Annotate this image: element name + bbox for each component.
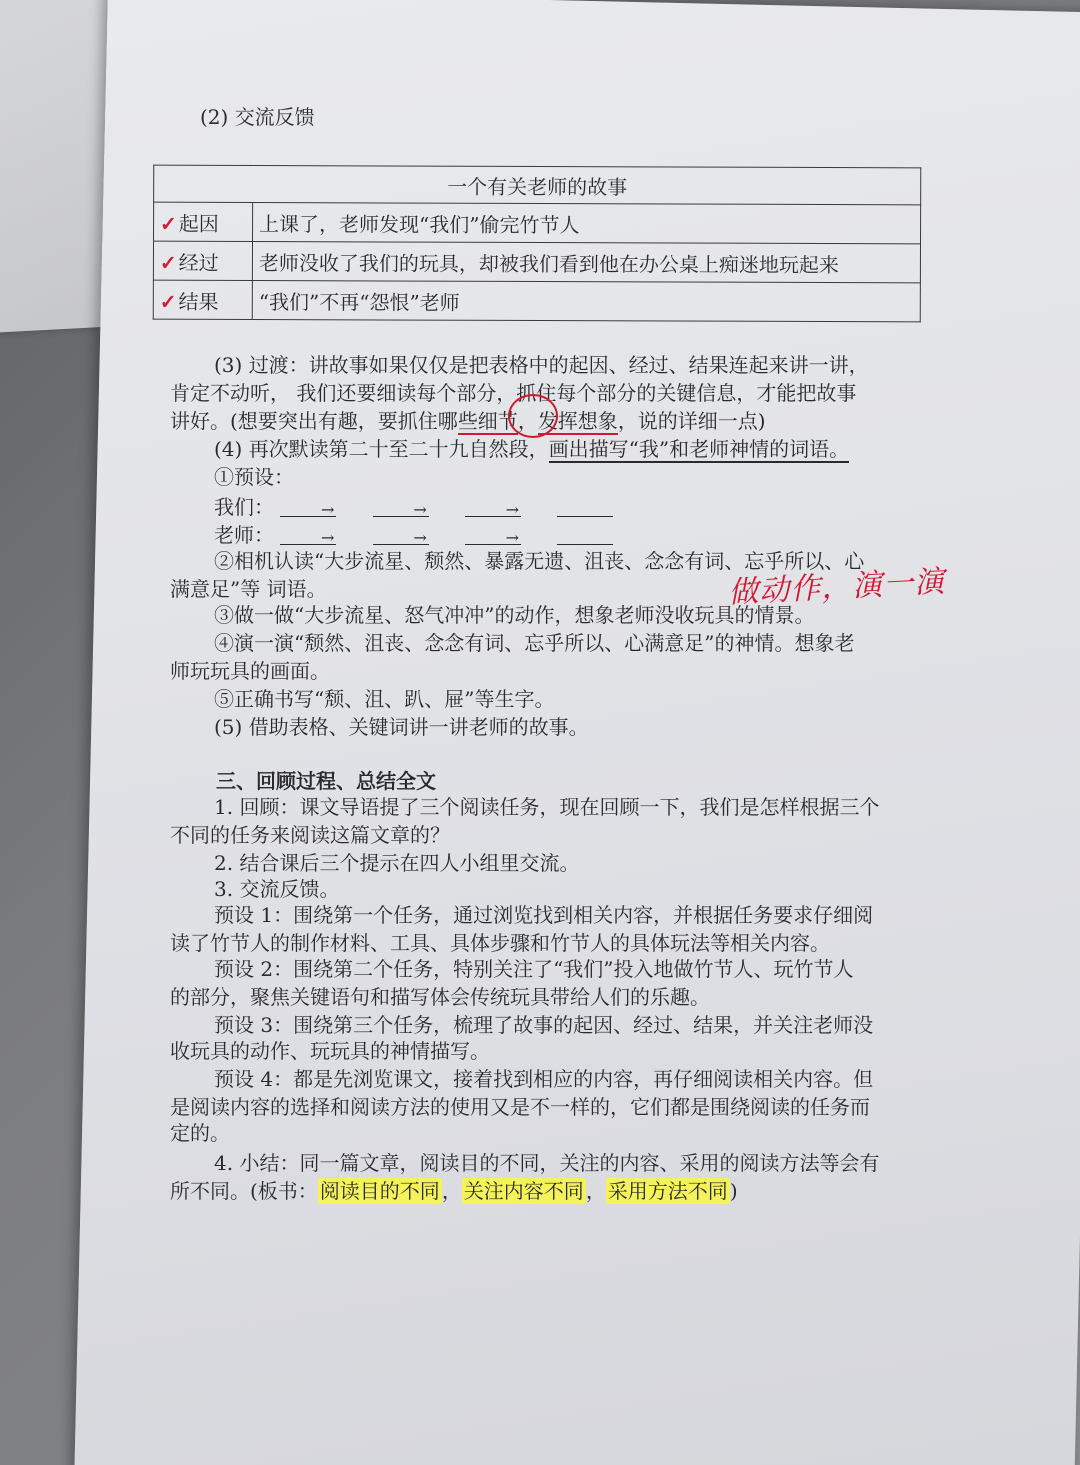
imagination-underlined: 发挥想象 xyxy=(537,409,618,433)
reread-text: (4) 再次默读第二十至二十九自然段， xyxy=(214,437,549,461)
row-label-text: 起因 xyxy=(178,211,219,236)
table-title-row xyxy=(154,165,921,205)
blank-line xyxy=(373,500,429,517)
table-row-text: “我们”不再“怨恨”老师 xyxy=(252,281,920,322)
blank-line xyxy=(373,528,429,545)
step-2-line-2: 满意足”等 词语。 xyxy=(170,577,327,601)
summary-p4-line-2 xyxy=(170,1178,738,1204)
transition-comma: ， xyxy=(517,409,538,433)
step-4-line-2: 师玩玩具的画面。 xyxy=(170,659,330,683)
preset-title: ①预设： xyxy=(214,465,294,489)
board-text: 所不同。(板书： xyxy=(170,1179,318,1203)
check-mark-icon: ✓ xyxy=(159,250,177,275)
step-5: ⑤正确书写“颓、沮、趴、屉”等生字。 xyxy=(214,687,555,711)
preset-2-line-2: 的部分，聚焦关键语句和描写体会传统玩具带给人们的乐趣。 xyxy=(170,985,710,1009)
highlight-purpose: 阅读目的不同 xyxy=(319,1179,440,1203)
step-4-line-1: ④演一演“颓然、沮丧、念念有词、忘乎所以、心满意足”的神情。想象老 xyxy=(214,631,855,655)
arrow-icon: → xyxy=(320,528,335,547)
teacher-arrow-row xyxy=(214,522,643,548)
summary-p2: 2. 结合课后三个提示在四人小组里交流。 xyxy=(214,851,580,875)
blank-line xyxy=(280,500,336,517)
table-title: 一个有关老师的故事 xyxy=(154,165,921,205)
summary-p4-line-1: 4. 小结：同一篇文章，阅读目的不同，关注的内容、采用的阅读方法等会有 xyxy=(214,1151,880,1175)
blank-line xyxy=(465,500,521,517)
table-row-label xyxy=(154,202,253,241)
row-label-text: 结果 xyxy=(178,289,219,314)
check-mark-icon: ✓ xyxy=(159,289,177,314)
we-arrow-row xyxy=(214,494,643,520)
summary-p1-line-1: 1. 回顾：课文导语提了三个阅读任务，现在回顾一下，我们是怎样根据三个 xyxy=(214,795,880,819)
table-row xyxy=(154,202,921,244)
story-table xyxy=(153,165,922,323)
we-label: 我们： xyxy=(214,495,274,519)
comma: ， xyxy=(585,1179,606,1203)
arrow-icon: → xyxy=(505,528,520,547)
details-underlined: 些细节 xyxy=(457,409,518,433)
arrow-icon: → xyxy=(413,528,427,547)
section-heading-exchange: (2) 交流反馈 xyxy=(200,105,315,129)
teacher-label: 老师： xyxy=(214,523,274,547)
summary-p1-line-2: 不同的任务来阅读这篇文章的？ xyxy=(170,823,450,847)
transition-line-1: (3) 过渡：讲故事如果仅仅是把表格中的起因、经过、结果连起来讲一讲， xyxy=(214,353,869,377)
preset-4-line-2: 是阅读内容的选择和阅读方法的使用又是不一样的，它们都是围绕阅读的任务而 xyxy=(170,1095,870,1119)
table-row xyxy=(153,280,920,322)
arrow-icon: → xyxy=(320,500,335,519)
table-row-text: 老师没收了我们的玩具，却被我们看到他在办公桌上痴迷地玩起来 xyxy=(252,242,920,283)
reread-underlined: 画出描写“我”和老师神情的词语。 xyxy=(548,437,850,461)
preset-3-line-1: 预设 3：围绕第三个任务，梳理了故事的起因、经过、结果，并关注老师没 xyxy=(214,1013,874,1037)
arrow-icon: → xyxy=(505,500,520,519)
preset-1-line-2: 读了竹节人的制作材料、工具、具体步骤和竹节人的具体玩法等相关内容。 xyxy=(170,931,830,955)
transition-line-3 xyxy=(170,408,766,434)
check-mark-icon: ✓ xyxy=(160,211,177,236)
blank-line xyxy=(557,500,613,517)
transition-line-2: 肯定不动听， 我们还要细读每个部分，抓住每个部分的关键信息，才能把故事 xyxy=(170,381,857,405)
table-row-label xyxy=(153,241,252,280)
highlight-content: 关注内容不同 xyxy=(463,1179,584,1203)
closing-paren: ) xyxy=(729,1179,738,1203)
summary-title: 三、回顾过程、总结全文 xyxy=(216,769,436,793)
preset-3-line-2: 收玩具的动作、玩玩具的神情描写。 xyxy=(170,1039,490,1063)
preset-1-line-1: 预设 1：围绕第一个任务，通过浏览找到相关内容，并根据任务要求仔细阅 xyxy=(214,903,874,927)
step-2-line-1: ②相机认读“大步流星、颓然、暴露无遗、沮丧、念念有词、忘乎所以、心 xyxy=(214,549,865,573)
preset-2-line-1: 预设 2：围绕第二个任务，特别关注了“我们”投入地做竹节人、玩竹节人 xyxy=(214,957,854,981)
preset-4-line-1: 预设 4：都是先浏览课文，接着找到相应的内容，再仔细阅读相关内容。但 xyxy=(214,1067,874,1091)
highlight-method: 采用方法不同 xyxy=(607,1179,728,1203)
step-6: (5) 借助表格、关键词讲一讲老师的故事。 xyxy=(214,715,589,739)
arrow-icon: → xyxy=(413,500,427,519)
step-3: ③做一做“大步流星、怒气冲冲”的动作，想象老师没收玩具的情景。 xyxy=(214,603,815,627)
comma: ， xyxy=(441,1179,462,1203)
summary-p3: 3. 交流反馈。 xyxy=(214,877,340,901)
red-circle-mark xyxy=(508,394,558,438)
table-row-label xyxy=(153,280,252,319)
transition-tail: ，说的详细一点) xyxy=(617,409,766,433)
transition-text: 讲好。(想要突出有趣，要抓住哪 xyxy=(170,409,458,433)
preset-4-line-3: 定的。 xyxy=(170,1121,230,1145)
row-label-text: 经过 xyxy=(178,250,219,275)
blank-line xyxy=(465,528,521,545)
blank-line xyxy=(557,528,613,545)
table-row xyxy=(153,241,920,283)
blank-line xyxy=(280,528,336,545)
table-row-text: 上课了，老师发现“我们”偷完竹节人 xyxy=(253,203,921,244)
handwritten-note: 做动作，演一演 xyxy=(727,564,946,611)
reread-line xyxy=(214,436,849,462)
